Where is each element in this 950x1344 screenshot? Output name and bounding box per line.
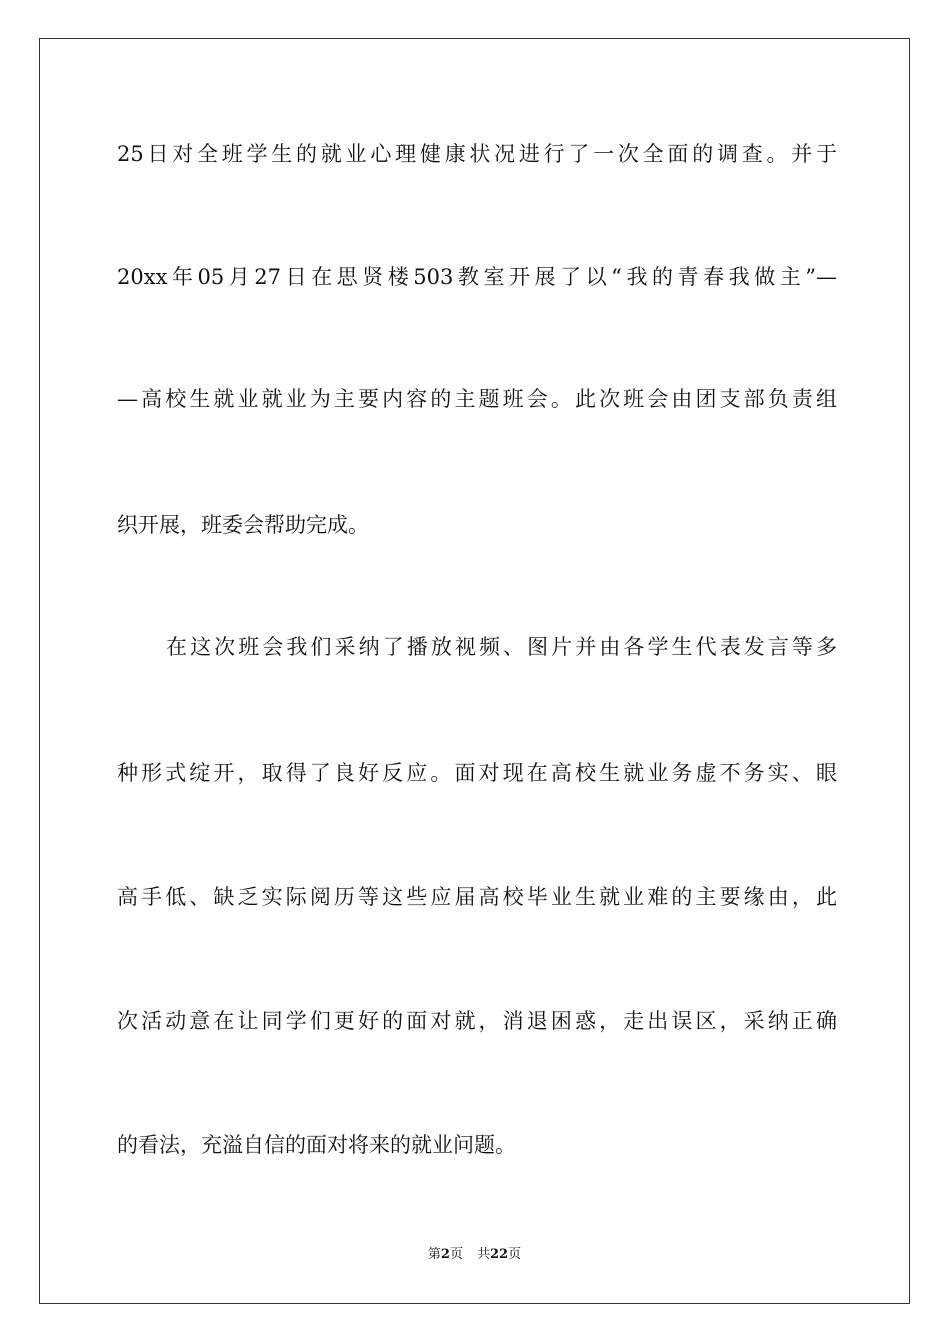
total-suffix: 页 <box>508 1247 522 1262</box>
page-frame <box>39 38 910 1304</box>
text-line-8: 次活动意在让同学们更好的面对就，消退困惑，走出误区，采纳正确 <box>117 1009 837 1033</box>
total-prefix: 共 <box>476 1247 490 1262</box>
text-line-9: 的看法，充溢自信的面对将来的就业问题。 <box>117 1133 516 1157</box>
total-pages: 22 <box>489 1247 509 1262</box>
text-line-1: 25日对全班学生的就业心理健康状况进行了一次全面的调查。并于 <box>117 142 837 166</box>
page-footer <box>40 1246 909 1264</box>
page-number: 2 <box>440 1247 450 1262</box>
page-suffix: 页 <box>449 1247 463 1262</box>
text-line-2: 20xx年05月27日在思贤楼503教室开展了以“我的青春我做主”— <box>117 265 837 289</box>
text-line-3: —高校生就业就业为主要内容的主题班会。此次班会由团支部负责组 <box>117 387 837 411</box>
text-line-6: 种形式绽开，取得了良好反应。面对现在高校生就业务虚不务实、眼 <box>117 761 837 785</box>
paragraph-2-first-line: 在这次班会我们采纳了播放视频、图片并由各学生代表发言等多 <box>166 635 837 659</box>
text-line-7: 高手低、缺乏实际阅历等这些应届高校毕业生就业难的主要缘由，此 <box>117 885 837 909</box>
text-line-4: 织开展，班委会帮助完成。 <box>117 513 369 537</box>
page-prefix: 第 <box>427 1247 441 1262</box>
